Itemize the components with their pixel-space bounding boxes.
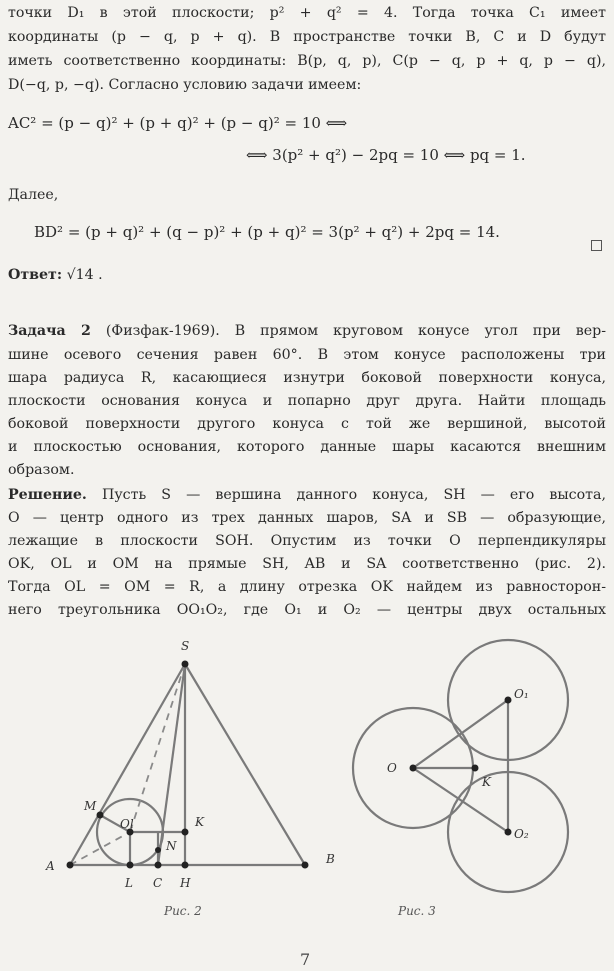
problem-title: Задача 2	[8, 323, 91, 339]
equation-ac-squared: AC² = (p − q)² + (p + q)² + (p − q)² = 10 ⟺	[8, 114, 348, 132]
intro-line-2: координаты (p − q, p + q). В пространстве точки B, C и D будут	[8, 29, 606, 45]
label-c: C	[153, 876, 163, 890]
equation-pq: ⟺ 3(p² + q²) − 2pq = 10 ⟺ pq = 1.	[246, 146, 526, 164]
label-o1: O₁	[514, 687, 529, 701]
intro-line-3: иметь соответственно координаты: B(p, q, p), C(p − q, p + q, p − q),	[8, 53, 606, 69]
problem-line-2: шине осевого сечения равен 60°. В этом конусе расположены три	[8, 347, 606, 363]
solution-line-2: O — центр одного из трех данных шаров, SA и SB — образующие,	[8, 510, 606, 526]
label-o2: O₂	[514, 827, 529, 841]
problem-line-5: боковой поверхности другого конуса с той же вершиной, высотой	[8, 416, 606, 432]
label-b: B	[326, 852, 335, 866]
solution-text-1: Пусть S — вершина данного конуса, SH — его высота,	[86, 487, 606, 503]
point-k-top	[472, 765, 479, 772]
solution-line-4: OK, OL и OM на прямые SH, AB и SA соответственно (рис. 2).	[8, 556, 606, 572]
triangle-oo1o2	[413, 700, 508, 832]
label-l: L	[125, 876, 133, 890]
problem-line-1	[8, 320, 606, 342]
problem-line-3: шара радиуса R, касающиеся изнутри боковой поверхности конуса,	[8, 370, 606, 386]
point-o-top	[410, 765, 417, 772]
caption-fig-2: Рис. 2	[164, 904, 202, 918]
label-o-top: O	[387, 761, 397, 775]
solution-line-5: Тогда OL = OM = R, а длину отрезка OK найдем из равносторон-	[8, 579, 606, 595]
solution-line-3: лежащие в плоскости SOH. Опустим из точки O перпендикуляры	[8, 533, 606, 549]
answer-value: √14 .	[66, 267, 103, 283]
page-number: 7	[300, 950, 311, 969]
solution-line-6: него треугольника OO₁O₂, где O₁ и O₂ — центры двух остальных	[8, 602, 606, 618]
problem-line-6: и плоскостью основания, которого данные шары касаются внешним	[8, 439, 606, 455]
problem-line-4: плоскости основания конуса и попарно друг друга. Найти площадь	[8, 393, 606, 409]
label-m: M	[84, 799, 97, 813]
equation-bd-squared: BD² = (p + q)² + (q − p)² + (p + q)² = 3(p² + q²) + 2pq = 14.	[34, 223, 500, 241]
solution-line-1	[8, 484, 606, 506]
answer-line	[8, 264, 606, 286]
label-k: K	[195, 815, 204, 829]
label-h: H	[180, 876, 191, 890]
label-k-top: K	[482, 775, 491, 789]
label-n: N	[166, 839, 177, 853]
label-s: S	[181, 639, 190, 653]
problem-line-7: образом.	[8, 462, 75, 478]
label-a: A	[46, 859, 55, 873]
figure-3-three-balls	[0, 620, 614, 920]
solution-label: Решение.	[8, 487, 87, 503]
caption-fig-3: Рис. 3	[398, 904, 436, 918]
problem-text-1: (Физфак-1969). В прямом круговом конусе угол при вер-	[90, 323, 606, 339]
label-o: Ol	[120, 817, 134, 831]
further-label: Далее,	[8, 187, 59, 203]
intro-line-4: D(−q, p, −q). Согласно условию задачи имеем:	[8, 77, 362, 93]
qed-square-icon	[591, 240, 602, 251]
point-o1	[505, 697, 512, 704]
point-o2	[505, 829, 512, 836]
intro-line-1: точки D₁ в этой плоскости; p² + q² = 4. Тогда точка C₁ имеет	[8, 5, 606, 21]
answer-label: Ответ:	[8, 267, 63, 283]
